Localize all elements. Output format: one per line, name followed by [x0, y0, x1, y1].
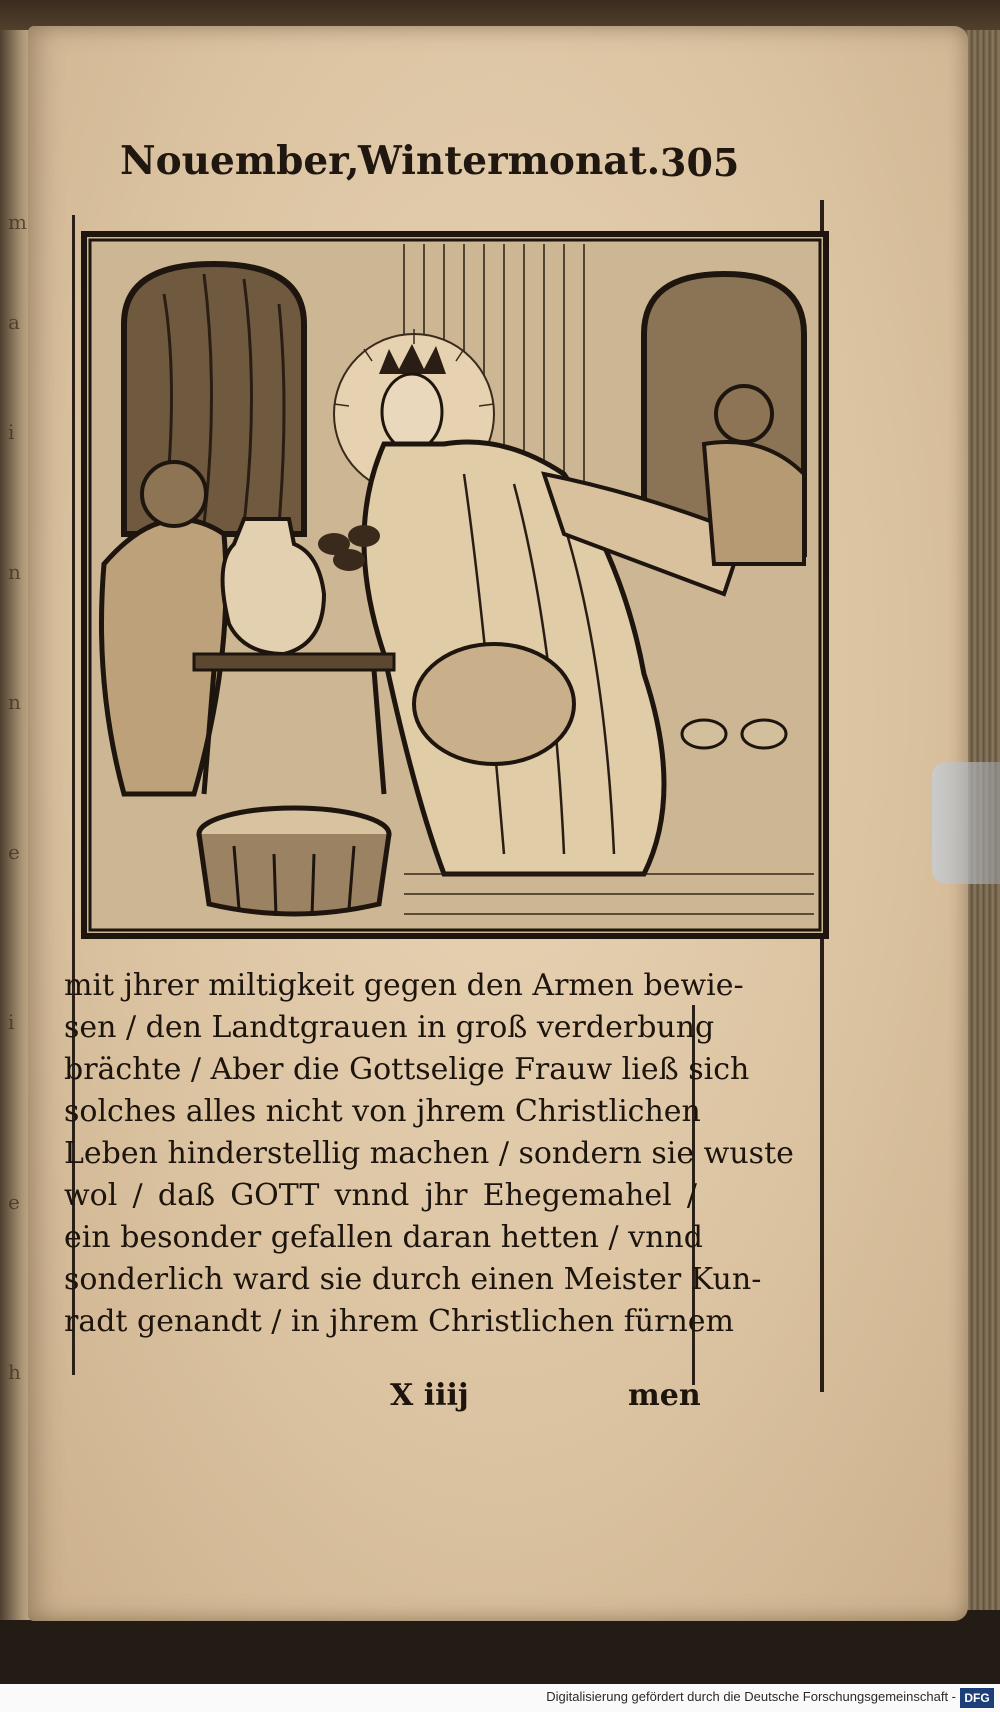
catchword: men: [628, 1378, 701, 1413]
margin-glyph: h: [8, 1360, 21, 1384]
dfg-logo: DFG: [960, 1688, 994, 1708]
footer-bar: [0, 1684, 1000, 1712]
text-line: radt genandt / in jhrem Christlichen fürnem: [64, 1304, 734, 1339]
text-line: ein besonder gefallen daran hetten / vnnd: [64, 1220, 703, 1255]
woodcut-illustration: [84, 234, 826, 936]
catchline: [0, 1378, 1000, 1418]
text-line: solches alles nicht von jhrem Christlichen: [64, 1094, 701, 1129]
page-number: 305: [660, 140, 740, 185]
margin-glyph: e: [8, 840, 20, 864]
footer-credit: Digitalisierung gefördert durch die Deutsche Forschungsgemeinschaft -: [546, 1689, 956, 1704]
text-line: sonderlich ward sie durch einen Meister Kun-: [64, 1262, 762, 1297]
running-head-month-name: Wintermonat.: [358, 138, 661, 184]
margin-glyph: e: [8, 1190, 20, 1214]
margin-glyph: i: [8, 420, 15, 444]
text-line: Leben hinderstellig machen / sondern sie wuste: [64, 1136, 794, 1171]
text-line: mit jhrer miltigkeit gegen den Armen bewie-: [64, 968, 744, 1003]
text-line: brächte / Aber die Gottselige Frauw ließ sich: [64, 1052, 750, 1087]
text-line: wol / daß GOTT vnnd jhr Ehegemahel /: [64, 1178, 697, 1213]
text-line: sen / den Landtgrauen in groß verderbung: [64, 1010, 715, 1045]
running-head-month: Nouember,: [120, 138, 360, 184]
margin-glyph: m: [8, 210, 27, 234]
margin-glyph: n: [8, 690, 21, 714]
running-head: [120, 138, 740, 192]
margin-glyph: n: [8, 560, 21, 584]
page-clip: [932, 762, 1000, 884]
body-text: [60, 965, 794, 1343]
signature-mark: X iiij: [390, 1378, 469, 1413]
margin-glyph: a: [8, 310, 20, 334]
margin-glyph: i: [8, 1010, 15, 1034]
